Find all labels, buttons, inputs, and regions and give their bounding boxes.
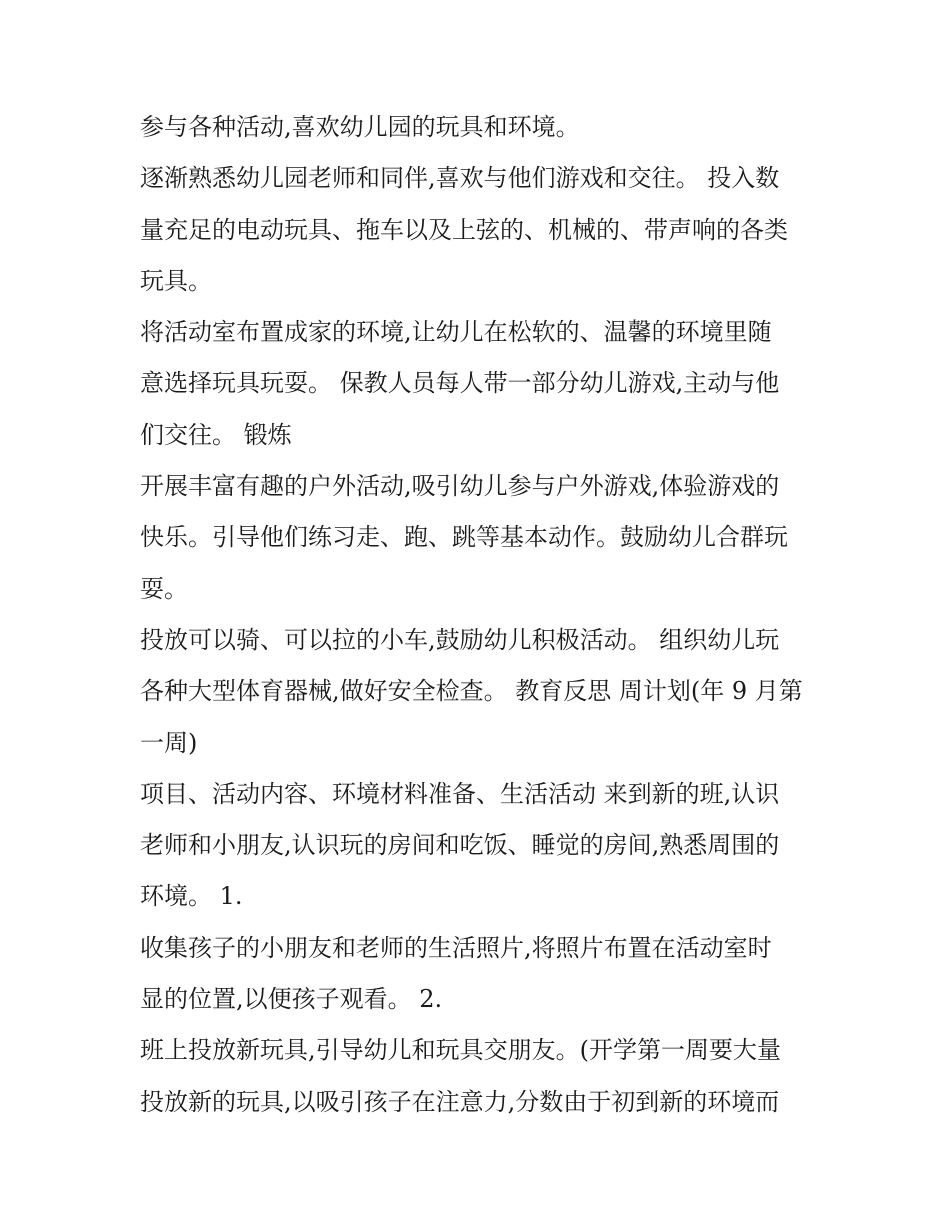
text-line: 项目、活动内容、环境材料准备、生活活动 来到新的班,认识 (140, 779, 780, 808)
text-line: 开展丰富有趣的户外活动,吸引幼儿参与户外游戏,体验游戏的 (140, 472, 780, 501)
text-line: 玩具。 (140, 266, 212, 295)
text-line: 班上投放新玩具,引导幼儿和玩具交朋友。(开学第一周要大量 (140, 1036, 781, 1065)
text-line: 逐渐熟悉幼儿园老师和同伴,喜欢与他们游戏和交往。 投入数 (140, 164, 780, 193)
text-line: 投放可以骑、可以拉的小车,鼓励幼儿积极活动。 组织幼儿玩 (140, 625, 780, 654)
text-line: 收集孩子的小朋友和老师的生活照片,将照片布置在活动室时 (140, 933, 772, 962)
text-line: 快乐。引导他们练习走、跑、跳等基本动作。鼓励幼儿合群玩 (140, 523, 788, 552)
text-line: 环境。 1. (140, 882, 243, 911)
text-line: 们交往。 锻炼 (140, 420, 292, 449)
text-line: 一周) (140, 728, 198, 757)
text-line: 量充足的电动玩具、拖车以及上弦的、机械的、带声响的各类 (140, 215, 788, 244)
text-line: 将活动室布置成家的环境,让幼儿在松软的、温馨的环境里随 (140, 318, 772, 347)
text-line: 投放新的玩具,以吸引孩子在注意力,分数由于初到新的环境而 (140, 1087, 780, 1116)
text-line: 显的位置,以便孩子观看。 2. (140, 985, 443, 1014)
text-line: 老师和小朋友,认识玩的房间和吃饭、睡觉的房间,熟悉周围的 (140, 831, 780, 860)
text-line: 参与各种活动,喜欢幼儿园的玩具和环境。 (140, 113, 580, 141)
text-line: 耍。 (140, 574, 188, 603)
text-line: 各种大型体育器械,做好安全检查。 教育反思 周计划(年 9 月第 (140, 677, 803, 706)
text-line: 意选择玩具玩耍。 保教人员每人带一部分幼儿游戏,主动与他 (140, 369, 780, 398)
document-body (140, 102, 820, 1128)
